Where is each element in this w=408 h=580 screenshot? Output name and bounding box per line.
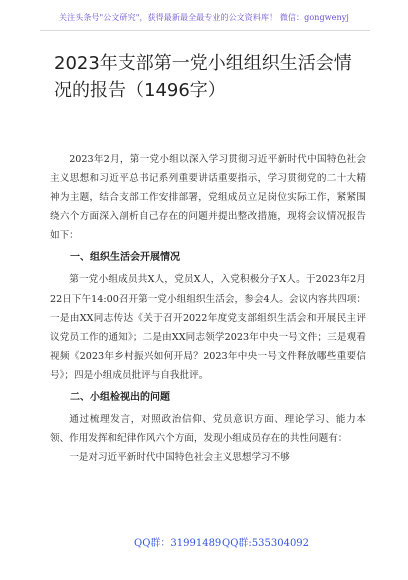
page-footer (0, 534, 408, 552)
footer-qq-group-1: QQ群：31991489 (134, 538, 222, 549)
section-heading-1: 一、组织生活会开展情况 (70, 252, 180, 264)
section-2-paragraph: 通过梳理发言，对照政治信仰、党员意识方面、理论学习、能力本领、作用发挥和纪律作风六个方面，发现小组成员存在的共性问题有： (50, 414, 366, 445)
section-1-paragraph: 第一党小组成员共X人，党员X人，入党积极分子X人。于2023年2月22日下午14:00召开第一党小组组织生活会，参会4人。会议内容共四项：一是由XX同志传达《关于召开2022年度党支部组织生活会和开展民主评议党员工作的通知》；二是由XX同志领学2023年中央一号文件；三是观看视频《2023年乡村振兴如何开局？2023年中央一号文件释放哪些重要信号》；四是小组成员批评与自我批评。 (50, 274, 366, 381)
header-banner: 关注头条号"公文研究"，获得最新最全最专业的公文资料库！ 微信：gongwenyj (59, 13, 349, 22)
document-body (50, 150, 366, 467)
section-heading-2: 二、小组检视出的问题 (70, 392, 170, 404)
footer-qq-group-2: QQ群:535304092 (222, 538, 310, 549)
header-divider (40, 30, 370, 31)
document-title: 2023年支部第一党小组组织生活会情况的报告（1496字） (54, 53, 352, 101)
intro-paragraph: 2023年2月，第一党小组以深入学习贯彻习近平新时代中国特色社会主义思想和习近平总书记系列重要讲话重要指示，学习贯彻党的二十大精神为主题，结合支部工作安排部署，党组成员立足岗位实际工作，紧紧围绕六个方面深入剖析自己存在的问题并提出整改措施，现将会议情况报告如下： (50, 154, 366, 242)
section-2-point-1: 一是对习近平新时代中国特色社会主义思想学习不够 (69, 452, 290, 464)
